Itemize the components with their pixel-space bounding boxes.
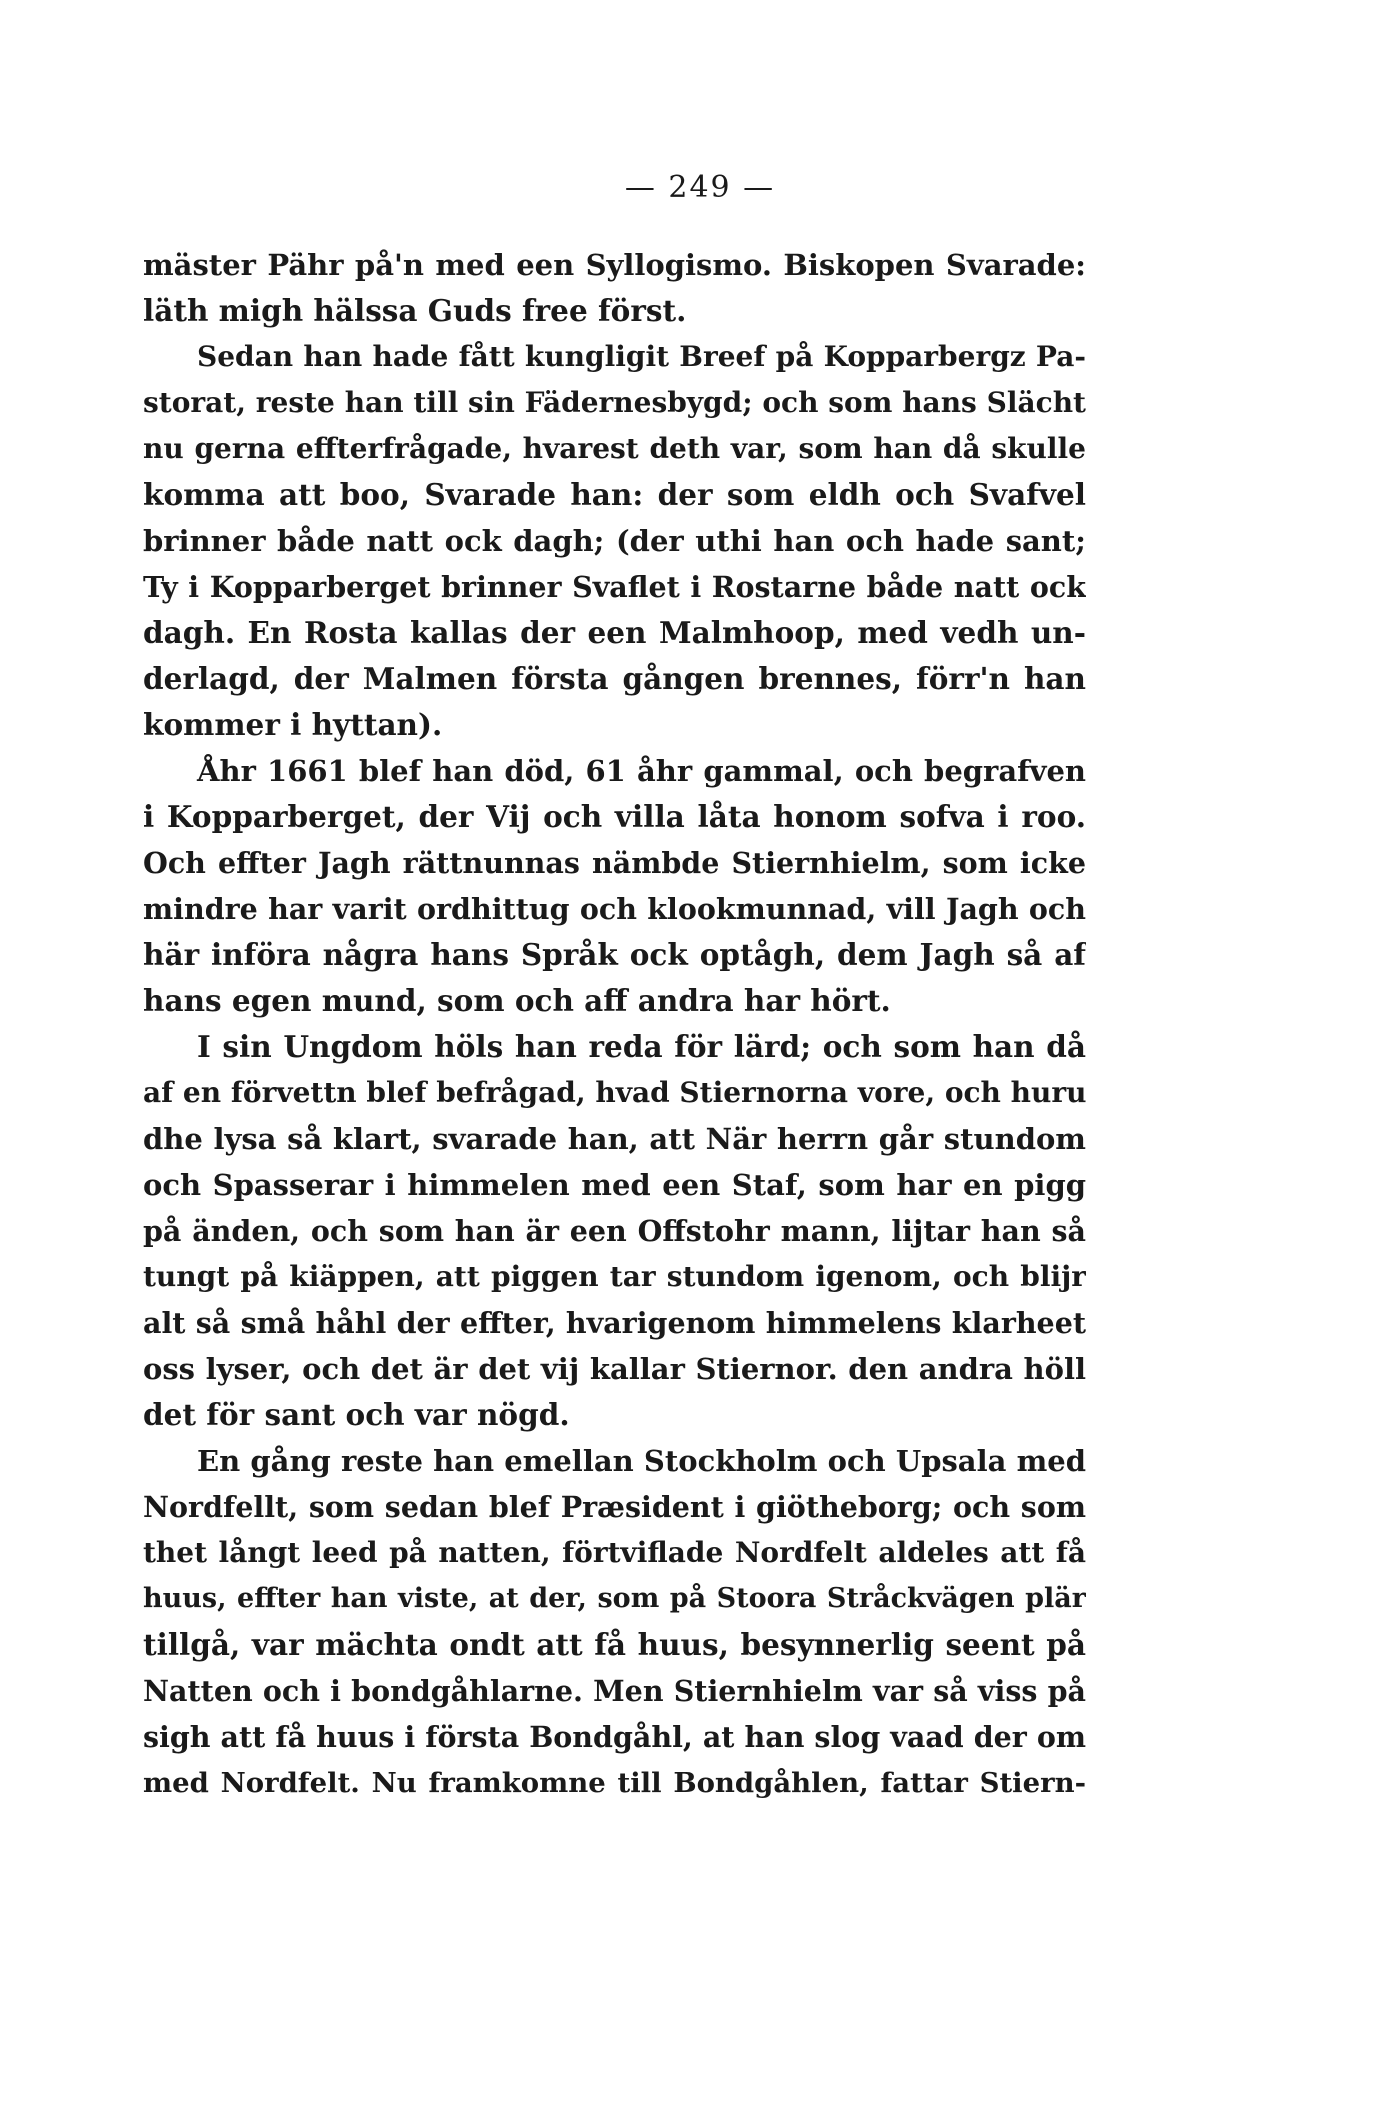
text-line: I sin Ungdom höls han reda för lärd; och som han då bbox=[197, 1029, 1086, 1064]
text-line: i Kopparberget, der Vij och villa låta honom sofva i roo. bbox=[143, 799, 1086, 834]
text-line: En gång reste han emellan Stockholm och Upsala med bbox=[197, 1444, 1086, 1478]
text-line: sigh att få huus i första Bondgåhl, at han slog vaad der om bbox=[143, 1720, 1086, 1754]
text-line: Åhr 1661 blef han död, 61 åhr gammal, och begrafven bbox=[197, 754, 1086, 788]
text-line: alt så små håhl der effter, hvarigenom himmelens klarheet bbox=[143, 1306, 1086, 1340]
text-line: Nordfellt, som sedan blef Præsident i giötheborg; och som bbox=[143, 1490, 1086, 1524]
text-line: brinner både natt ock dagh; (der uthi han och hade sant; bbox=[143, 524, 1086, 558]
text-line: komma att boo, Svarade han: der som eldh och Svafvel bbox=[143, 477, 1086, 512]
text-line: Ty i Kopparberget brinner Svaflet i Rostarne både natt ock bbox=[143, 570, 1086, 604]
text-line: hans egen mund, som och aff andra har hört. bbox=[143, 983, 891, 1018]
page-number: — 249 — bbox=[624, 170, 776, 205]
text-line: kommer i hyttan). bbox=[143, 707, 443, 742]
text-line: Och effter Jagh rättnunnas nämbde Stiernhielm, som icke bbox=[143, 846, 1086, 880]
text-line: och Spasserar i himmelen med een Staf, som har en pigg bbox=[143, 1168, 1086, 1202]
text-line: tillgå, var mächta ondt att få huus, besynnerlig seent på bbox=[143, 1627, 1086, 1662]
text-line: Sedan han hade fått kungligit Breef på Kopparbergz Pa- bbox=[197, 340, 1086, 373]
text-line: på änden, och som han är een Offstohr mann, lijtar han så bbox=[143, 1214, 1086, 1248]
body-text bbox=[143, 242, 1086, 1806]
text-line: här införa några hans Språk ock optågh, dem Jagh så af bbox=[143, 937, 1086, 972]
text-line: det för sant och var nögd. bbox=[143, 1397, 570, 1432]
text-line: läth migh hälssa Guds free först. bbox=[143, 293, 687, 328]
text-line: thet långt leed på natten, förtviflade Nordfelt aldeles att få bbox=[143, 1536, 1086, 1569]
text-line: nu gerna effterfrågade, hvarest deth var, som han då skulle bbox=[143, 432, 1086, 465]
text-line: tungt på kiäppen, att piggen tar stundom igenom, och blijr bbox=[143, 1260, 1086, 1293]
text-line: mäster Pähr på'n med een Syllogismo. Biskopen Svarade: bbox=[143, 248, 1086, 282]
text-line: af en förvettn blef befrågad, hvad Stiernorna vore, och huru bbox=[143, 1076, 1086, 1109]
text-line: derlagd, der Malmen första gången brennes, förr'n han bbox=[143, 661, 1086, 696]
text-line: dagh. En Rosta kallas der een Malmhoop, med vedh un- bbox=[143, 615, 1086, 650]
text-line: mindre har varit ordhittug och klookmunnad, vill Jagh och bbox=[143, 892, 1086, 926]
text-line: dhe lysa så klart, svarade han, att När herrn går stundom bbox=[143, 1122, 1086, 1156]
text-line: Natten och i bondgåhlarne. Men Stiernhielm var så viss på bbox=[143, 1674, 1086, 1708]
text-line: med Nordfelt. Nu framkomne till Bondgåhlen, fattar Stiern- bbox=[143, 1767, 1086, 1799]
text-line: huus, effter han viste, at der, som på Stoora Stråckvägen plär bbox=[143, 1583, 1086, 1614]
text-line: storat, reste han till sin Fädernesbygd; och som hans Slächt bbox=[143, 386, 1086, 419]
text-line: oss lyser, och det är det vij kallar Stiernor. den andra höll bbox=[143, 1352, 1086, 1386]
